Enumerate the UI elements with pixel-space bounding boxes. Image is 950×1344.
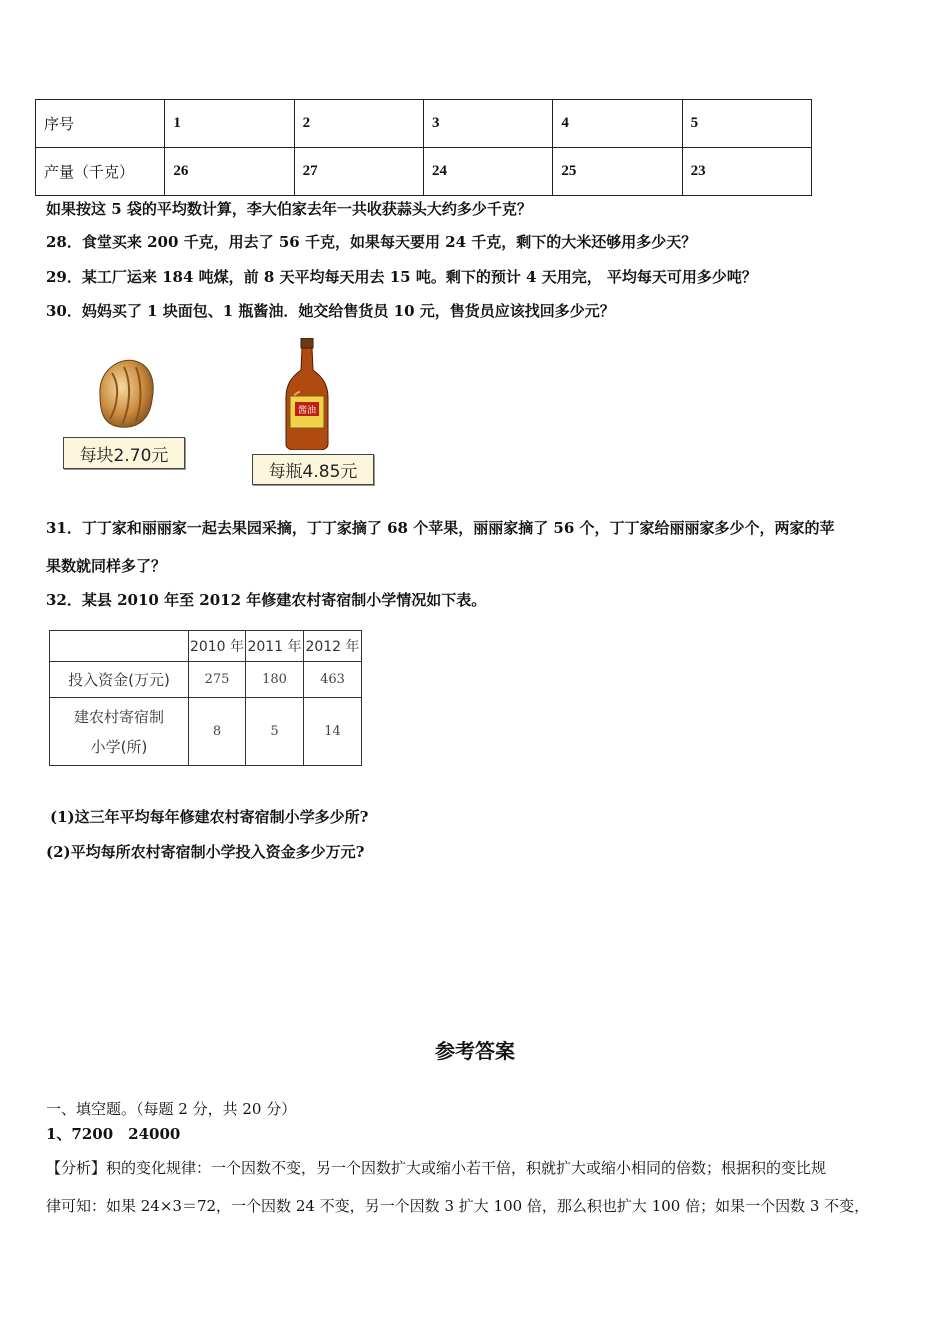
- question-32: 32．某县 2010 年至 2012 年修建农村寄宿制小学情况如下表。: [46, 591, 487, 609]
- year-2012: 2012 年: [304, 631, 362, 662]
- investment-2012: 463: [304, 662, 362, 698]
- row-label-schools-line1: 建农村寄宿制: [73, 707, 164, 726]
- table-row: [50, 662, 362, 698]
- answer-1: 1、7200 24000: [46, 1125, 181, 1143]
- soy-price-tag: 每瓶4.85元: [252, 454, 374, 485]
- row-label-schools: [50, 698, 189, 766]
- investment-2011: 180: [246, 662, 304, 698]
- schools-2012: 14: [304, 698, 362, 766]
- yield-table: [35, 99, 812, 196]
- corner-cell: [50, 631, 189, 662]
- schools-2010: 8: [189, 698, 246, 766]
- question-28: 28．食堂买来 200 千克，用去了 56 千克，如果每天要用 24 千克，剩下的大米还够用多少天？: [46, 233, 697, 251]
- row-label-schools-line2: 小学(所): [90, 737, 148, 756]
- section-1-heading: 一、填空题。（每题 2 分，共 20 分）: [46, 1100, 297, 1118]
- cell-yield-3: 24: [423, 148, 552, 196]
- analysis-line2: 律可知：如果 24×3＝72，一个因数 24 不变，另一个因数 3 扩大 100 倍，那么积也扩大 100 倍；如果一个因数 3 不变，: [46, 1197, 870, 1215]
- row-label-investment: 投入资金(万元): [50, 662, 189, 698]
- question-32-sub2: (2)平均每所农村寄宿制小学投入资金多少万元?: [46, 843, 365, 861]
- question-30: 30．妈妈买了 1 块面包、1 瓶酱油．她交给售货员 10 元，售货员应该找回多少元？: [46, 302, 615, 320]
- bread-price-tag: 每块2.70元: [63, 437, 185, 469]
- year-2011: 2011 年: [246, 631, 304, 662]
- row-header-yield: 产量（千克）: [36, 148, 165, 196]
- cell-id-5: 5: [682, 100, 811, 148]
- table-row: [50, 698, 362, 766]
- cell-id-3: 3: [423, 100, 552, 148]
- cell-id-2: 2: [294, 100, 423, 148]
- row-header-index: 序号: [36, 100, 165, 148]
- table-row: [50, 631, 362, 662]
- question-31-line2: 果数就同样多了？: [46, 557, 167, 575]
- answer-title: 参考答案: [435, 1039, 515, 1063]
- soy-sauce-bottle-image: [284, 338, 330, 450]
- question-31-line1: 31．丁丁家和丽丽家一起去果园采摘，丁丁家摘了 68 个苹果，丽丽家摘了 56 个，丁丁家给丽丽家多少个，两家的苹: [46, 519, 835, 537]
- question-29: 29．某工厂运来 184 吨煤，前 8 天平均每天用去 15 吨。剩下的预计 4 天用完， 平均每天可用多少吨？: [46, 268, 757, 286]
- bread-image: [90, 355, 160, 433]
- table-row: [36, 100, 812, 148]
- cell-yield-1: 26: [165, 148, 294, 196]
- question-27-tail: 如果按这 5 袋的平均数计算，李大伯家去年一共收获蒜头大约多少千克？: [46, 200, 532, 218]
- cell-id-1: 1: [165, 100, 294, 148]
- cell-id-4: 4: [553, 100, 682, 148]
- school-construction-table: [49, 630, 362, 766]
- cell-yield-4: 25: [553, 148, 682, 196]
- cell-yield-2: 27: [294, 148, 423, 196]
- question-32-sub1: (1)这三年平均每年修建农村寄宿制小学多少所?: [50, 808, 369, 826]
- schools-2011: 5: [246, 698, 304, 766]
- table-row: [36, 148, 812, 196]
- investment-2010: 275: [189, 662, 246, 698]
- year-2010: 2010 年: [189, 631, 246, 662]
- analysis-line1: 【分析】积的变化规律：一个因数不变，另一个因数扩大或缩小若干倍，积就扩大或缩小相同的倍数；根据积的变比规: [46, 1159, 827, 1177]
- soy-label: 酱油: [297, 406, 317, 416]
- cell-yield-5: 23: [682, 148, 811, 196]
